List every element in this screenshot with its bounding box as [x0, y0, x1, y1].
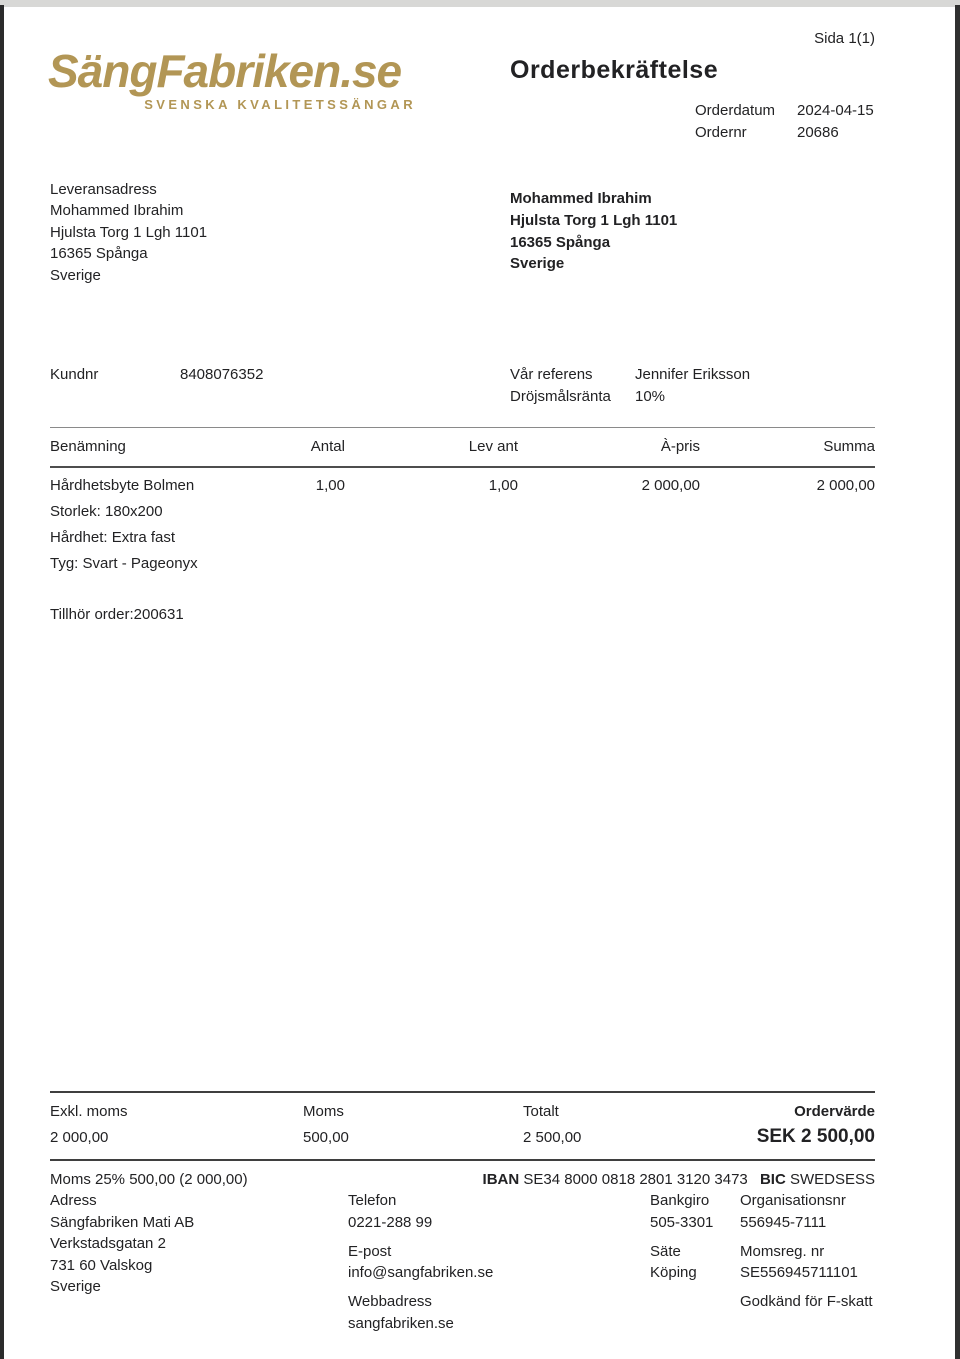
totals-values-row	[50, 1126, 875, 1148]
excl-vat-label: Exkl. moms	[50, 1103, 128, 1120]
customer-address-line: Hjulsta Torg 1 Lgh 1101	[510, 211, 678, 229]
item-unit-price: 2 000,00	[641, 477, 700, 494]
item-order-note: Tillhör order:200631	[50, 606, 184, 623]
late-interest-row	[510, 386, 750, 408]
footer-orgnr-value: 556945-7111	[740, 1213, 827, 1231]
footer-bank-column	[650, 1190, 740, 1342]
col-header-summa: Summa	[823, 438, 875, 455]
our-reference-value: Jennifer Eriksson	[635, 366, 751, 383]
iban-label: IBAN	[482, 1171, 520, 1188]
vat-label: Moms	[303, 1103, 344, 1120]
item-name: Hårdhetsbyte Bolmen	[50, 477, 195, 494]
footer-email-label: E-post	[348, 1242, 392, 1260]
page-number: Sida 1(1)	[814, 30, 875, 47]
iban-value: SE34 8000 0818 2801 3120 3473	[523, 1171, 748, 1188]
order-value-label: Ordervärde	[794, 1103, 875, 1120]
customer-number-label: Kundnr	[50, 366, 99, 383]
footer-phone-group	[348, 1190, 650, 1233]
footer-vatreg-value: SE556945711101	[740, 1264, 858, 1282]
col-header-benamning: Benämning	[50, 438, 126, 455]
col-header-lev-ant: Lev ant	[468, 438, 518, 455]
footer-seat-group	[650, 1241, 740, 1284]
footer-org-column	[740, 1190, 875, 1342]
footer-address-label: Adress	[50, 1192, 97, 1209]
footer-bankgiro-label: Bankgiro	[650, 1192, 710, 1209]
delivery-address-line: Sverige	[50, 266, 101, 284]
footer-seat-label: Säte	[650, 1242, 681, 1260]
logo-tagline: SVENSKA KVALITETSSÄNGAR	[144, 97, 416, 112]
vat-value: 500,00	[303, 1129, 349, 1146]
footer-address-column	[50, 1190, 348, 1342]
totals-labels-row	[50, 1103, 875, 1120]
order-date-row	[695, 100, 874, 122]
footer-web-label: Webbadress	[348, 1293, 432, 1311]
vat-breakdown-note: Moms 25% 500,00 (2 000,00)	[50, 1171, 248, 1188]
footer-address-line: Sverige	[50, 1278, 101, 1296]
footer-bankgiro-group	[650, 1190, 740, 1233]
footer-address-line: 731 60 Valskog	[50, 1256, 153, 1274]
our-reference-label: Vår referens	[510, 366, 593, 383]
our-reference-row	[510, 364, 750, 386]
total-value: 2 500,00	[523, 1129, 582, 1146]
delivery-address-line: Hjulsta Torg 1 Lgh 1101	[50, 223, 208, 241]
table-row	[50, 468, 875, 494]
item-delivered-quantity: 1,00	[488, 477, 518, 494]
items-table-header	[50, 427, 875, 468]
item-details	[50, 499, 875, 577]
order-value-amount: SEK 2 500,00	[756, 1126, 875, 1147]
logo-brand-text: SängFabriken.se	[48, 45, 402, 97]
customer-number-row	[50, 364, 263, 385]
footer-web-group	[348, 1291, 650, 1334]
total-label: Totalt	[523, 1103, 559, 1120]
footer-vatreg-group	[740, 1241, 875, 1284]
totals-section	[50, 1091, 875, 1190]
delivery-address	[50, 179, 207, 286]
order-number-label: Ordernr	[695, 124, 747, 141]
bic-value: SWEDSESS	[789, 1171, 875, 1188]
customer-address-line: 16365 Spånga	[510, 233, 611, 251]
customer-number-value: 8408076352	[180, 366, 264, 383]
item-detail-size: Storlek: 180x200	[50, 503, 163, 520]
footer-phone-value: 0221-288 99	[348, 1213, 433, 1231]
footer-orgnr-group	[740, 1190, 875, 1233]
delivery-address-heading: Leveransadress	[50, 181, 157, 198]
company-logo	[48, 45, 420, 112]
bank-identifiers	[483, 1170, 875, 1190]
order-number-row	[695, 122, 874, 144]
footer-vatreg-label: Momsreg. nr	[740, 1242, 825, 1260]
order-meta	[695, 100, 874, 144]
col-header-antal: Antal	[310, 438, 345, 455]
footer-fskatt-note: Godkänd för F-skatt	[740, 1293, 873, 1311]
item-sum: 2 000,00	[816, 477, 875, 494]
late-interest-value: 10%	[635, 387, 666, 405]
footer-seat-value: Köping	[650, 1264, 697, 1282]
page-top-edge	[0, 0, 960, 7]
col-header-a-pris: À-pris	[660, 438, 700, 455]
footer-email-group	[348, 1241, 650, 1284]
footer-orgnr-label: Organisationsnr	[740, 1192, 846, 1209]
item-detail-fabric: Tyg: Svart - Pageonyx	[50, 555, 198, 572]
order-number-value: 20686	[797, 124, 839, 141]
order-date-value: 2024-04-15	[797, 102, 874, 119]
items-table	[50, 427, 875, 628]
page-left-edge	[0, 5, 4, 1359]
document-title: Orderbekräftelse	[510, 56, 719, 84]
item-quantity: 1,00	[315, 477, 345, 494]
bic-label: BIC	[759, 1171, 786, 1188]
vat-iban-row	[50, 1170, 875, 1190]
late-interest-label: Dröjsmålsränta	[510, 387, 611, 405]
order-date-label: Orderdatum	[695, 102, 776, 119]
excl-vat-value: 2 000,00	[50, 1129, 109, 1146]
footer-address-line: Sängfabriken Mati AB	[50, 1213, 195, 1231]
footer-phone-label: Telefon	[348, 1192, 397, 1209]
footer-email-value: info@sangfabriken.se	[348, 1264, 494, 1282]
item-detail-firmness: Hårdhet: Extra fast	[50, 529, 176, 546]
company-footer	[50, 1190, 875, 1342]
customer-address-line: Sverige	[510, 255, 565, 273]
footer-bankgiro-value: 505-3301	[650, 1213, 714, 1231]
delivery-address-line: Mohammed Ibrahim	[50, 202, 184, 220]
delivery-address-line: 16365 Spånga	[50, 245, 148, 263]
customer-address-line: Mohammed Ibrahim	[510, 190, 652, 207]
page-right-edge	[955, 5, 960, 1359]
reference-block	[510, 364, 750, 407]
footer-web-value: sangfabriken.se	[348, 1314, 454, 1332]
footer-contact-column	[348, 1190, 650, 1342]
customer-address	[510, 188, 677, 275]
totals-box	[50, 1091, 875, 1161]
footer-address-line: Verkstadsgatan 2	[50, 1235, 166, 1253]
